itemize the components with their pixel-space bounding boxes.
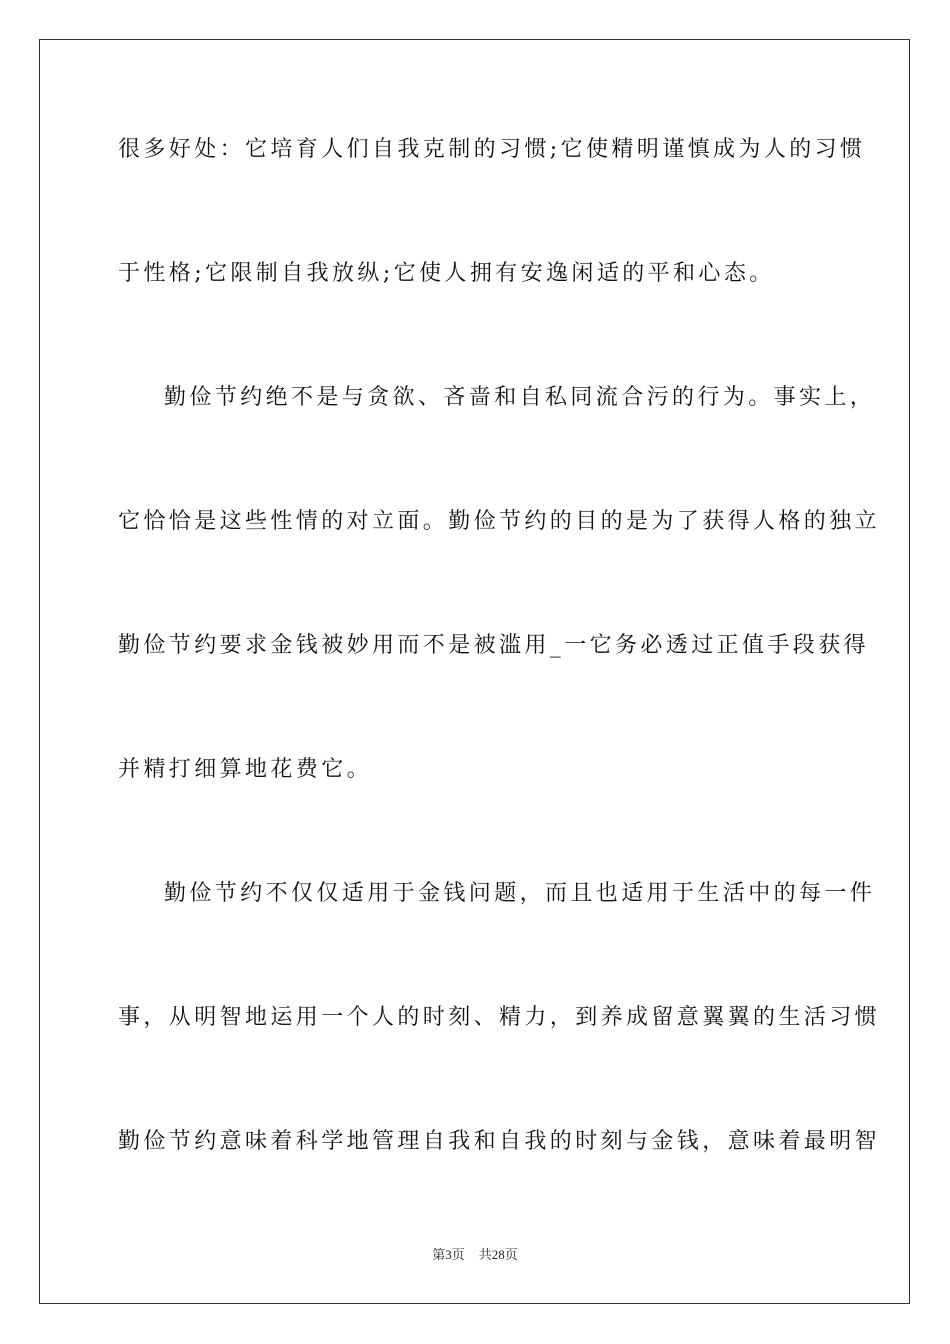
page-border: [39, 39, 910, 1304]
paragraph-line: 勤俭节约绝不是与贪欲、吝啬和自私同流合污的行为。事实上，: [164, 385, 876, 410]
paragraph-line: 并精打细算地花费它。: [118, 757, 373, 782]
page-total: 共28页: [478, 1247, 518, 1262]
paragraph-line: 于性格;它限制自我放纵;它使人拥有安逸闲适的平和心态。: [118, 261, 775, 286]
paragraph-line: 很多好处：它培育人们自我克制的习惯;它使精明谨慎成为人的习惯: [118, 137, 866, 162]
paragraph-line: 它恰恰是这些性情的对立面。勤俭节约的目的是为了获得人格的独立: [118, 509, 881, 534]
paragraph-line: 事，从明智地运用一个人的时刻、精力，到养成留意翼翼的生活习惯: [118, 1005, 881, 1030]
page-footer: [0, 1246, 950, 1264]
page-number: 第3页: [432, 1247, 465, 1262]
paragraph-line: 勤俭节约不仅仅适用于金钱问题，而且也适用于生活中的每一件: [164, 881, 876, 906]
paragraph-line: 勤俭节约意味着科学地管理自我和自我的时刻与金钱，意味着最明智: [118, 1129, 881, 1154]
paragraph-line: 勤俭节约要求金钱被妙用而不是被滥用_一它务必透过正值手段获得: [118, 633, 870, 658]
